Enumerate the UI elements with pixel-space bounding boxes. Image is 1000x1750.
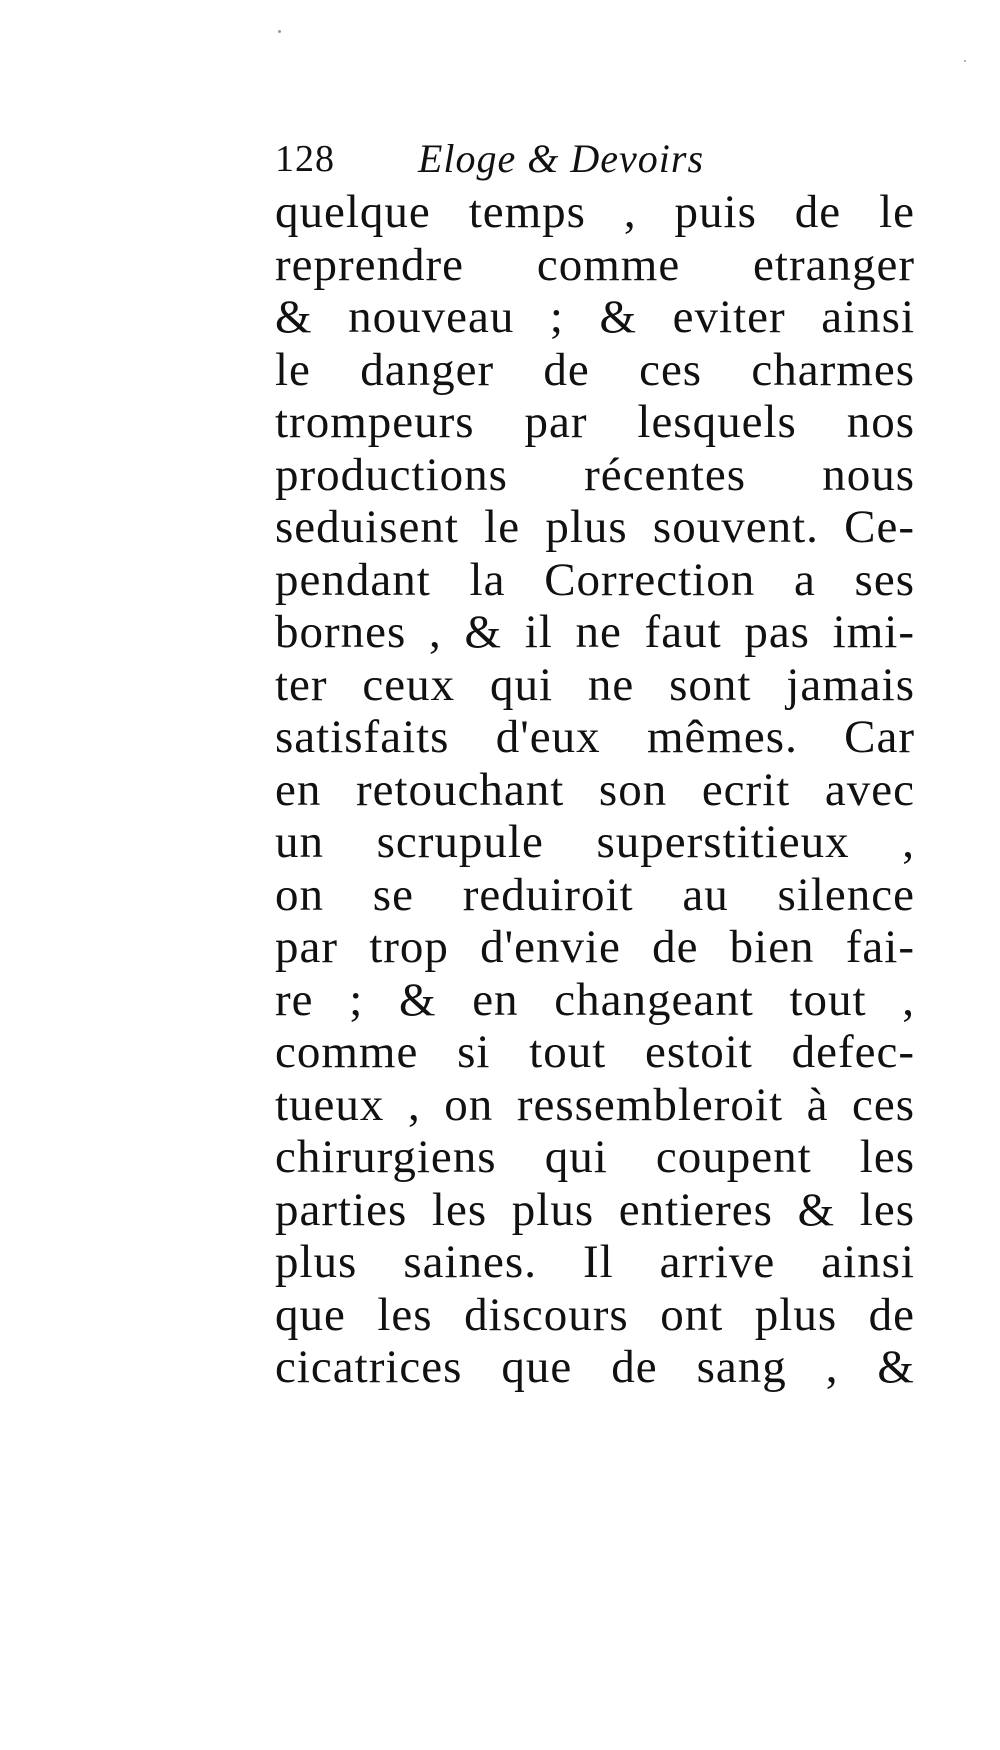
text-line: productions récentes nous xyxy=(275,448,915,501)
text-line: en retouchant son ecrit avec xyxy=(275,763,915,816)
text-line: reprendre comme etranger xyxy=(275,238,915,291)
text-line: bornes , & il ne faut pas imi- xyxy=(275,606,915,658)
running-title: Eloge & Devoirs xyxy=(418,136,705,181)
page-number: 128 xyxy=(275,138,335,180)
text-line: & nouveau ; & eviter ainsi xyxy=(275,291,915,343)
text-line: trompeurs par lesquels nos xyxy=(275,396,915,448)
text-line: plus saines. Il arrive ainsi xyxy=(275,1236,915,1288)
text-line: parties les plus entieres & les xyxy=(275,1183,915,1236)
text-line: pendant la Correction a ses xyxy=(275,553,915,606)
text-line: comme si tout estoit defec- xyxy=(275,1026,915,1078)
text-line: on se reduiroit au silence xyxy=(275,868,915,921)
text-line: un scrupule superstitieux , xyxy=(275,816,915,868)
paper-speck xyxy=(964,60,966,62)
text-line: que les discours ont plus de xyxy=(275,1288,915,1341)
text-line: chirurgiens qui coupent les xyxy=(275,1131,915,1183)
page-header xyxy=(275,136,815,186)
text-line: ter ceux qui ne sont jamais xyxy=(275,658,915,711)
text-line: re ; & en changeant tout , xyxy=(275,973,915,1026)
text-line: cicatrices que de sang , & xyxy=(275,1341,915,1393)
body-text xyxy=(275,186,915,1394)
text-line: le danger de ces charmes xyxy=(275,343,915,396)
text-line: tueux , on ressembleroit à ces xyxy=(275,1078,915,1131)
text-line: satisfaits d'eux mêmes. Car xyxy=(275,711,915,763)
text-line: seduisent le plus souvent. Ce- xyxy=(275,501,915,553)
text-line: par trop d'envie de bien fai- xyxy=(275,921,915,973)
text-line: quelque temps , puis de le xyxy=(275,186,915,238)
paper-speck xyxy=(278,30,281,33)
